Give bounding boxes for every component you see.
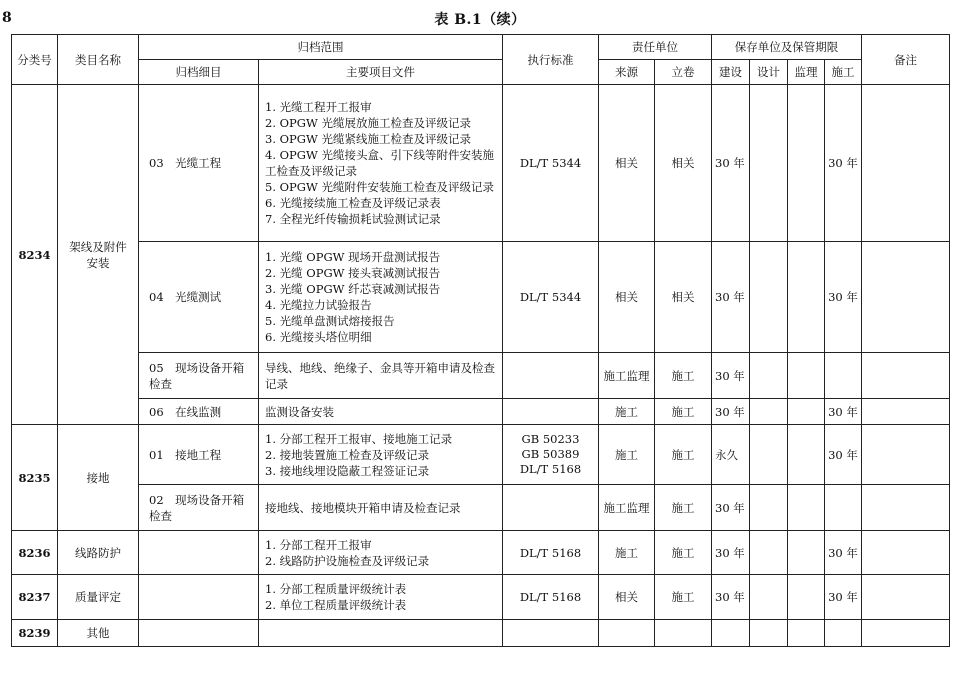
standard-cell xyxy=(503,399,599,425)
header-design: 设计 xyxy=(750,60,788,85)
doc-item: 4. OPGW 光缆接头盒、引下线等附件安装施工检查及评级记录 xyxy=(265,148,494,178)
standard-cell xyxy=(503,425,599,485)
standard-cell: DL/T 5168 xyxy=(503,575,599,620)
design-cell xyxy=(750,620,788,647)
remark-cell xyxy=(862,85,950,242)
filing-cell: 施工 xyxy=(655,425,712,485)
supervise-cell xyxy=(788,620,825,647)
doc-item: 6. 光缆接头塔位明细 xyxy=(265,330,372,344)
doc-item: 2. 单位工程质量评级统计表 xyxy=(265,598,407,612)
standard-cell: DL/T 5344 xyxy=(503,85,599,242)
header-category: 类目名称 xyxy=(58,35,139,85)
source-cell: 施工监理 xyxy=(599,353,655,399)
detail-cell xyxy=(139,620,259,647)
doc-item: 3. OPGW 光缆紧线施工检查及评级记录 xyxy=(265,132,471,146)
header-supervise: 监理 xyxy=(788,60,825,85)
doc-item: 3. 光缆 OPGW 纤芯衰减测试报告 xyxy=(265,282,441,296)
filing-cell: 相关 xyxy=(655,242,712,353)
doc-item: 2. OPGW 光缆展放施工检查及评级记录 xyxy=(265,116,471,130)
docs-cell xyxy=(259,353,503,399)
doc-item: 监测设备安装 xyxy=(265,404,334,419)
remark-cell xyxy=(862,485,950,531)
remark-cell xyxy=(862,531,950,575)
table-row xyxy=(12,353,950,399)
build-cell: 30 年 xyxy=(712,242,750,353)
doc-item: 1. 光缆 OPGW 现场开盘测试报告 xyxy=(265,250,441,264)
filing-cell: 施工 xyxy=(655,575,712,620)
design-cell xyxy=(750,575,788,620)
docs-cell xyxy=(259,575,503,620)
source-cell: 相关 xyxy=(599,85,655,242)
docs-cell xyxy=(259,485,503,531)
archive-table xyxy=(11,34,950,647)
docs-cell xyxy=(259,425,503,485)
doc-item: 1. 分部工程开工报审 xyxy=(265,537,372,552)
doc-item: 3. 接地线埋设隐蔽工程签证记录 xyxy=(265,463,430,478)
build-cell: 30 年 xyxy=(712,85,750,242)
standard-line: GB 50389 xyxy=(521,447,580,461)
source-cell: 施工 xyxy=(599,531,655,575)
doc-item: 接地线、接地模块开箱申请及检查记录 xyxy=(265,500,461,515)
detail-cell: 06 在线监测 xyxy=(139,399,259,425)
design-cell xyxy=(750,353,788,399)
construct-cell: 30 年 xyxy=(825,575,862,620)
table-row xyxy=(12,620,950,647)
code-cell: 8239 xyxy=(12,620,58,647)
docs-cell xyxy=(259,242,503,353)
header-construct: 施工 xyxy=(825,60,862,85)
source-cell: 施工 xyxy=(599,425,655,485)
remark-cell xyxy=(862,620,950,647)
header-resp: 责任单位 xyxy=(599,35,712,60)
detail-cell: 04 光缆测试 xyxy=(139,242,259,353)
design-cell xyxy=(750,485,788,531)
supervise-cell xyxy=(788,242,825,353)
doc-item: 7. 全程光纤传输损耗试验测试记录 xyxy=(265,212,441,226)
filing-cell: 施工 xyxy=(655,531,712,575)
source-cell: 施工监理 xyxy=(599,485,655,531)
docs-cell xyxy=(259,85,503,242)
table-row xyxy=(12,85,950,242)
table-row xyxy=(12,242,950,353)
header-row-1 xyxy=(12,35,950,60)
remark-cell xyxy=(862,242,950,353)
page-number: 8 xyxy=(2,10,12,26)
design-cell xyxy=(750,242,788,353)
detail-cell: 02 现场设备开箱检查 xyxy=(139,485,259,531)
header-remark: 备注 xyxy=(862,35,950,85)
category-cell: 其他 xyxy=(58,620,139,647)
doc-item: 2. 光缆 OPGW 接头衰减测试报告 xyxy=(265,266,441,280)
remark-cell xyxy=(862,353,950,399)
code-cell: 8236 xyxy=(12,531,58,575)
remark-cell xyxy=(862,399,950,425)
supervise-cell xyxy=(788,531,825,575)
header-docs: 主要项目文件 xyxy=(259,60,503,85)
construct-cell xyxy=(825,485,862,531)
supervise-cell xyxy=(788,425,825,485)
doc-item: 2. 线路防护设施检查及评级记录 xyxy=(265,553,430,568)
docs-cell xyxy=(259,399,503,425)
detail-cell: 05 现场设备开箱检查 xyxy=(139,353,259,399)
construct-cell: 30 年 xyxy=(825,85,862,242)
doc-item: 2. 接地装置施工检查及评级记录 xyxy=(265,447,430,462)
construct-cell: 30 年 xyxy=(825,242,862,353)
standard-cell: DL/T 5168 xyxy=(503,531,599,575)
category-cell: 架线及附件安装 xyxy=(58,85,139,425)
table-caption: 表 B.1（续） xyxy=(434,12,526,28)
supervise-cell xyxy=(788,399,825,425)
doc-item: 4. 光缆拉力试验报告 xyxy=(265,298,372,312)
design-cell xyxy=(750,85,788,242)
build-cell: 30 年 xyxy=(712,575,750,620)
build-cell: 30 年 xyxy=(712,531,750,575)
header-keep: 保存单位及保管期限 xyxy=(712,35,862,60)
filing-cell: 施工 xyxy=(655,485,712,531)
docs-cell xyxy=(259,531,503,575)
supervise-cell xyxy=(788,575,825,620)
build-cell: 30 年 xyxy=(712,399,750,425)
standard-cell xyxy=(503,485,599,531)
build-cell: 永久 xyxy=(712,425,750,485)
standard-cell: DL/T 5344 xyxy=(503,242,599,353)
detail-cell xyxy=(139,575,259,620)
category-cell: 接地 xyxy=(58,425,139,531)
header-code: 分类号 xyxy=(12,35,58,85)
table-row xyxy=(12,399,950,425)
build-cell xyxy=(712,620,750,647)
construct-cell xyxy=(825,353,862,399)
supervise-cell xyxy=(788,485,825,531)
standard-cell xyxy=(503,620,599,647)
doc-item: 5. 光缆单盘测试熔接报告 xyxy=(265,314,395,328)
header-row-2 xyxy=(12,60,950,85)
construct-cell xyxy=(825,620,862,647)
category-cell: 线路防护 xyxy=(58,531,139,575)
header-detail: 归档细目 xyxy=(139,60,259,85)
supervise-cell xyxy=(788,85,825,242)
doc-item: 导线、地线、绝缘子、金具等开箱申请及检查记录 xyxy=(265,360,495,391)
filing-cell: 施工 xyxy=(655,353,712,399)
filing-cell: 施工 xyxy=(655,399,712,425)
filing-cell xyxy=(655,620,712,647)
detail-cell: 03 光缆工程 xyxy=(139,85,259,242)
category-cell: 质量评定 xyxy=(58,575,139,620)
header-build: 建设 xyxy=(712,60,750,85)
construct-cell: 30 年 xyxy=(825,425,862,485)
doc-item: 1. 分部工程质量评级统计表 xyxy=(265,582,407,596)
source-cell xyxy=(599,620,655,647)
remark-cell xyxy=(862,425,950,485)
doc-item: 6. 光缆接续施工检查及评级记录表 xyxy=(265,196,441,210)
standard-line: DL/T 5168 xyxy=(519,462,582,476)
build-cell: 30 年 xyxy=(712,485,750,531)
remark-cell xyxy=(862,575,950,620)
supervise-cell xyxy=(788,353,825,399)
standard-cell xyxy=(503,353,599,399)
header-filing: 立卷 xyxy=(655,60,712,85)
table-row xyxy=(12,425,950,485)
design-cell xyxy=(750,425,788,485)
filing-cell: 相关 xyxy=(655,85,712,242)
construct-cell: 30 年 xyxy=(825,531,862,575)
doc-item: 1. 光缆工程开工报审 xyxy=(265,100,372,114)
source-cell: 施工 xyxy=(599,399,655,425)
code-cell: 8234 xyxy=(12,85,58,425)
design-cell xyxy=(750,399,788,425)
source-cell: 相关 xyxy=(599,575,655,620)
header-source: 来源 xyxy=(599,60,655,85)
header-standard: 执行标准 xyxy=(503,35,599,85)
doc-item: 1. 分部工程开工报审、接地施工记录 xyxy=(265,431,453,446)
code-cell: 8237 xyxy=(12,575,58,620)
table-row xyxy=(12,575,950,620)
construct-cell: 30 年 xyxy=(825,399,862,425)
build-cell: 30 年 xyxy=(712,353,750,399)
header-scope: 归档范围 xyxy=(139,35,503,60)
doc-item: 5. OPGW 光缆附件安装施工检查及评级记录 xyxy=(265,180,494,194)
table-row xyxy=(12,485,950,531)
docs-cell xyxy=(259,620,503,647)
detail-cell: 01 接地工程 xyxy=(139,425,259,485)
table-row xyxy=(12,531,950,575)
source-cell: 相关 xyxy=(599,242,655,353)
standard-line: GB 50233 xyxy=(521,432,580,446)
code-cell: 8235 xyxy=(12,425,58,531)
design-cell xyxy=(750,531,788,575)
detail-cell xyxy=(139,531,259,575)
